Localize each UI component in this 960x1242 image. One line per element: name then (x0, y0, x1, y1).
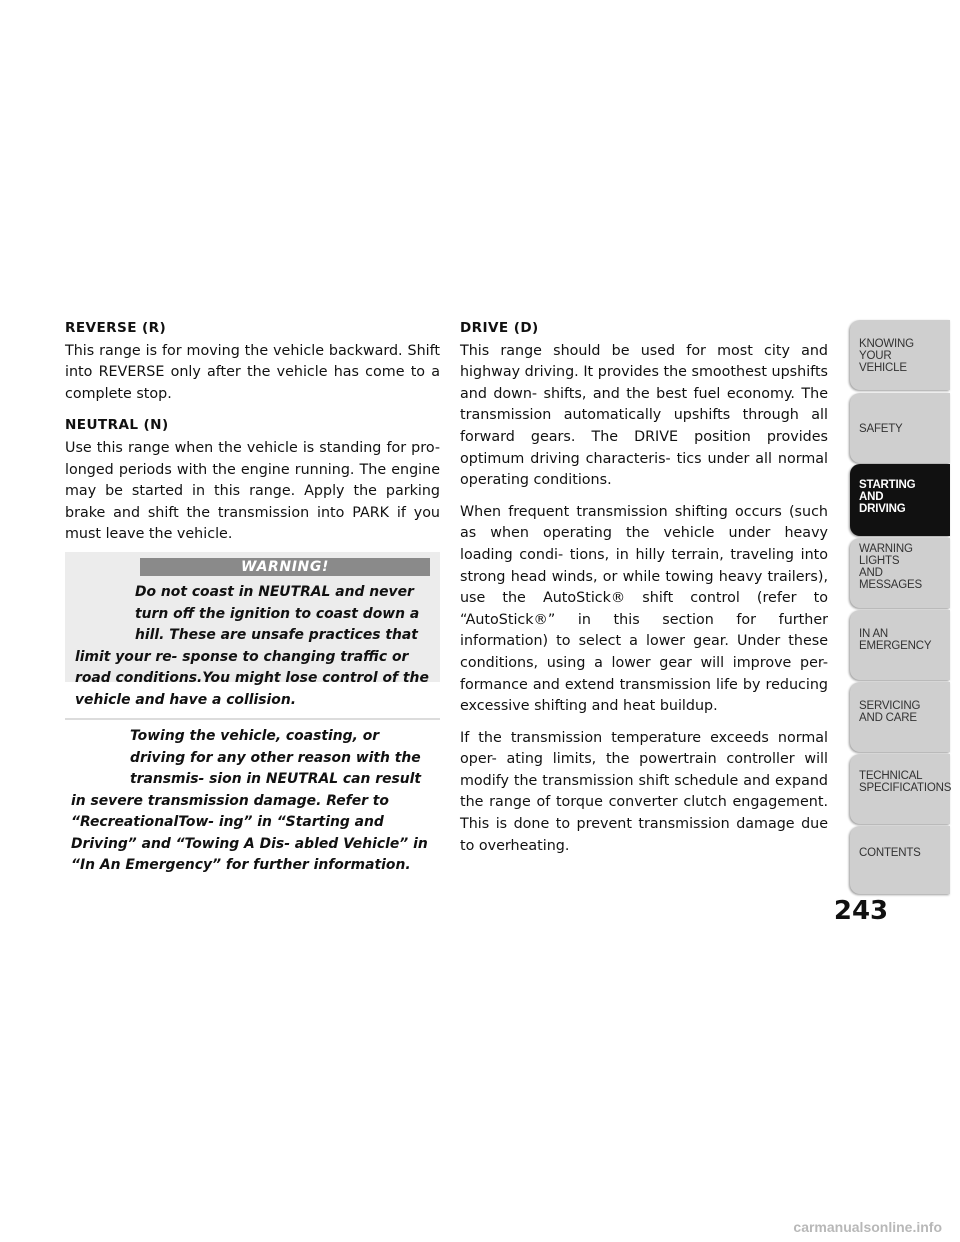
tab-in-an-emergency[interactable] (850, 610, 950, 680)
warning-icon-space (75, 582, 135, 638)
tab-label: TECHNICAL SPECIFICATIONS (859, 770, 952, 794)
caution-block (65, 718, 440, 877)
tab-warning-lights-and-messages[interactable] (850, 538, 950, 608)
frequent-shifting-paragraph: When frequent transmission shifting occurs (such as when operating the vehicle under heavy loading condi- tions, in hilly terrain, traveling into strong head winds, or while towing heavy trailers), use the AutoStick® shift control (refer to “AutoStick®” in this section for further information) to select a lower gear. Under these conditions, using a lower gear will improve per- formance and extend transmission life by reducing excessive shifting and heat buildup. (460, 503, 828, 715)
drive-heading: DRIVE (D) (460, 320, 539, 336)
warning-text (75, 582, 433, 711)
warning-title: WARNING! (140, 558, 430, 576)
tab-label: CONTENTS (859, 847, 921, 859)
reverse-heading: REVERSE (R) (65, 320, 167, 336)
tab-starting-and-driving[interactable] (850, 464, 950, 536)
caution-divider (65, 718, 440, 720)
caution-body: Towing the vehicle, coasting, or driving for any other reason with the transmis- sion in NEUTRAL can result in severe transmission damage. Refer to “RecreationalTow- ing” in “Starting and Driving” and “Towing A Dis- abled Vehicle” in “In An Emergency” for further information. (71, 728, 428, 873)
drive-paragraph: This range should be used for most city and highway driving. It provides the smoothest upshifts and down- shifts, and the best fuel economy. The transmission automatically upshifts through all forward gears. The DRIVE position provides optimum driving characteris- tics under all normal operating conditions. (460, 342, 828, 489)
left-column (65, 318, 440, 556)
tab-servicing-and-care[interactable] (850, 682, 950, 752)
page-number: 243 (833, 896, 889, 926)
tab-contents[interactable] (850, 826, 950, 894)
caution-icon-space (71, 726, 130, 788)
reverse-paragraph: This range is for moving the vehicle backward. Shift into REVERSE only after the vehicle has come to a complete stop. (65, 342, 440, 402)
tab-label: KNOWING YOUR VEHICLE (859, 338, 914, 374)
warning-box (65, 552, 440, 708)
caution-text (65, 726, 435, 877)
footer-watermark: carmanualsonline.info (793, 1219, 942, 1235)
tab-technical-specifications[interactable] (850, 754, 950, 824)
neutral-paragraph: Use this range when the vehicle is standing for pro- longed periods with the engine running. The engine may be started in this range. Apply the parking brake and shift the transmission into PARK if you must leave the vehicle. (65, 439, 440, 543)
tab-label: STARTING AND DRIVING (859, 479, 916, 515)
tab-knowing-your-vehicle[interactable] (850, 320, 950, 390)
tab-label: SAFETY (859, 423, 903, 435)
tab-label: SERVICING AND CARE (859, 700, 921, 724)
temperature-paragraph: If the transmission temperature exceeds normal oper- ating limits, the powertrain controller will modify the transmission shift schedule and expand the range of torque converter clutch engagement. This is done to prevent transmission damage due to overheating. (460, 729, 828, 854)
right-column (460, 318, 828, 867)
tab-label: WARNING LIGHTS AND MESSAGES (859, 543, 922, 591)
tab-safety[interactable] (850, 393, 950, 463)
tab-label: IN AN EMERGENCY (859, 628, 932, 652)
warning-body: Do not coast in NEUTRAL and never turn off the ignition to coast down a hill. These are unsafe practices that limit your re- sponse to changing traffic or road conditions.You might lose control of the vehicle and have a collision. (75, 584, 429, 708)
neutral-heading: NEUTRAL (N) (65, 417, 169, 434)
